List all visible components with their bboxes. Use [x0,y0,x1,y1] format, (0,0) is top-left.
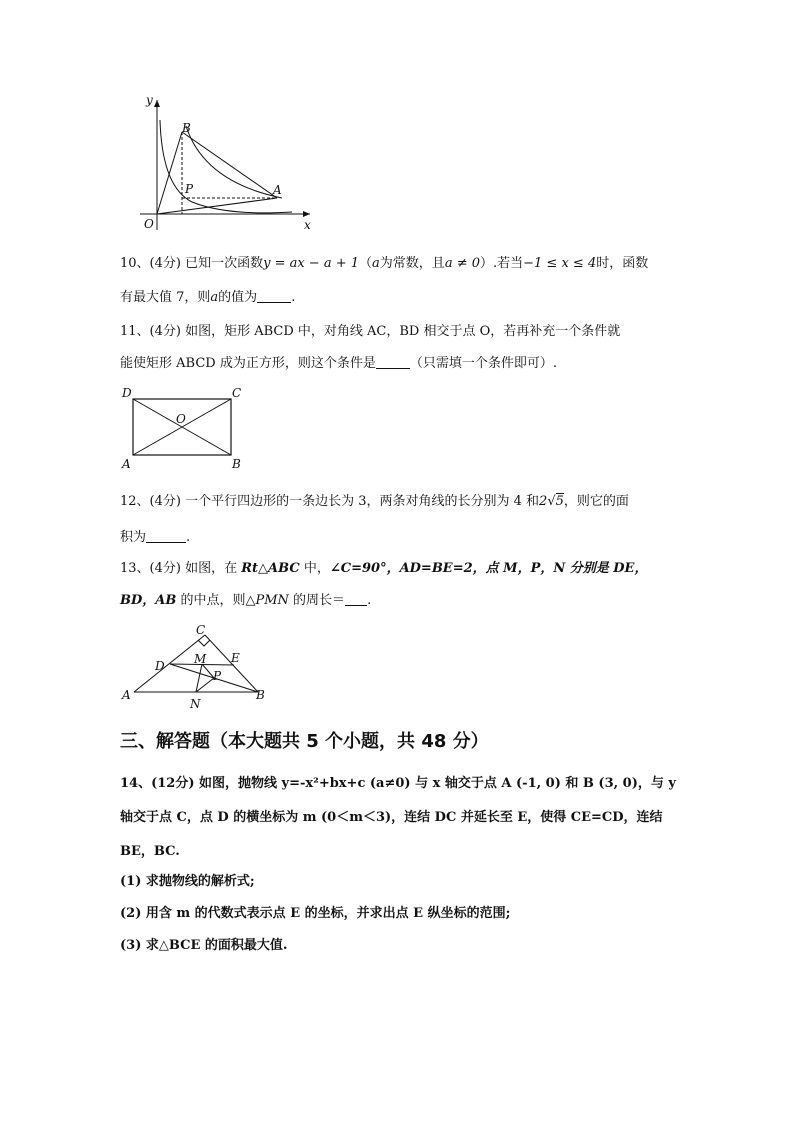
q12-sqrt-coef: 2 [539,494,548,509]
q10-text-end: . [291,290,296,305]
fig11-label-b: B [232,457,241,471]
q10-var-a: a [372,256,380,271]
fig13-label-p: P [213,669,222,683]
q12-sqrt-radicand: 5 [555,494,564,509]
q11-text-b: （只需填一个条件即可）. [409,356,557,371]
q14-line-1: 14、(12分) 如图，抛物线 y=-x²+bx+c (a≠0) 与 x 轴交于点 A (-1, 0) 和 B (3, 0)，与 y [120,776,676,791]
q12-line-2 [120,528,680,548]
q12-text-end: . [186,530,191,545]
q13-text-a: 13、(4分) 如图，在 [120,561,242,576]
fig13-label-a: A [122,688,131,702]
q14-sub-3: (3) 求△BCE 的面积最大值. [120,938,288,953]
q12-text-b: ，则它的面 [563,494,629,509]
fig11-label-o: O [176,412,186,426]
fig9-label-x: x [304,218,311,232]
q13-answer-blank[interactable] [345,591,367,606]
q13-text-g: △PMN [245,593,289,608]
fig13-label-d: D [155,659,165,673]
q13-text-d: ∠C=90°，AD=BE=2，点 M，P，N 分别是 DE， [329,561,648,576]
figure-q13 [118,622,278,714]
figure-q9 [132,92,322,234]
q12-answer-blank[interactable] [146,528,186,543]
fig9-label-o: O [144,217,154,231]
q13-text-e: BD，AB [120,593,177,608]
fig9-label-b: B [182,121,191,135]
fig9-label-p: P [185,182,194,196]
q12-text-c: 积为 [120,530,147,545]
q14-sub-2: (2) 用含 m 的代数式表示点 E 的坐标，并求出点 E 纵坐标的范围; [120,906,511,921]
fig13-label-b: B [256,688,265,702]
q10-answer-blank[interactable] [257,288,291,303]
q10-text-b: （ [359,256,373,271]
q13-text-end: . [367,593,372,608]
q13-text-b: Rt△ABC [241,561,300,576]
fig9-label-y: y [146,93,153,107]
q10-range: −1 ≤ x ≤ 4 [523,256,597,271]
q12-sqrt [547,492,564,512]
q11-line-2 [120,354,680,374]
fig9-label-a: A [273,183,282,197]
q11-line-1: 11、(4分) 如图，矩形 ABCD 中，对角线 AC，BD 相交于点 O，若再补充一个条件就 [120,324,621,339]
figure-q11 [118,384,248,474]
q10-formula: y = ax − a + 1 [263,256,360,271]
fig11-label-a: A [122,457,131,471]
q14-line-2: 轴交于点 C，点 D 的横坐标为 m (0＜m＜3)，连结 DC 并延长至 E，使得 CE=CD，连结 [120,810,663,825]
q10-line-2 [120,288,680,308]
q10-text-d: ）.若当 [480,256,524,271]
q12-line-1 [120,492,680,512]
fig13-label-n: N [190,697,201,711]
q10-text-a: 10、(4分) 已知一次函数 [120,256,264,271]
fig13-label-e: E [231,651,240,665]
q10-text-c: 为常数，且 [379,256,445,271]
fig11-label-c: C [232,386,242,400]
q11-text-a: 能使矩形 ABCD 成为正方形，则这个条件是 [120,356,376,371]
q10-condition: a ≠ 0 [444,256,480,271]
q13-text-f: 的中点，则 [176,593,246,608]
sqrt-sign-icon: √ [547,494,556,509]
q13-line-1 [120,559,680,579]
q10-text-f: 有最大值 7，则 [120,290,211,305]
q10-text-g: 的值为 [218,290,258,305]
fig11-label-d: D [122,386,132,400]
section-3-heading: 三、解答题（本大题共 5 个小题，共 48 分） [120,731,489,752]
q10-line-1 [120,254,680,274]
fig13-label-c: C [196,623,206,637]
q14-sub-1: (1) 求抛物线的解析式; [120,874,255,889]
q14-line-3: BE，BC. [120,844,180,859]
q11-answer-blank[interactable] [376,354,410,369]
q13-text-h: 的周长＝ [288,593,346,608]
q10-var-a-2: a [210,290,219,305]
q13-text-c: 中， [299,561,330,576]
q12-text-a: 12、(4分) 一个平行四边形的一条边长为 3，两条对角线的长分别为 4 和 [120,494,540,509]
fig13-label-m: M [194,652,207,666]
q10-text-e: 时，函数 [596,256,649,271]
q13-line-2 [120,591,680,611]
